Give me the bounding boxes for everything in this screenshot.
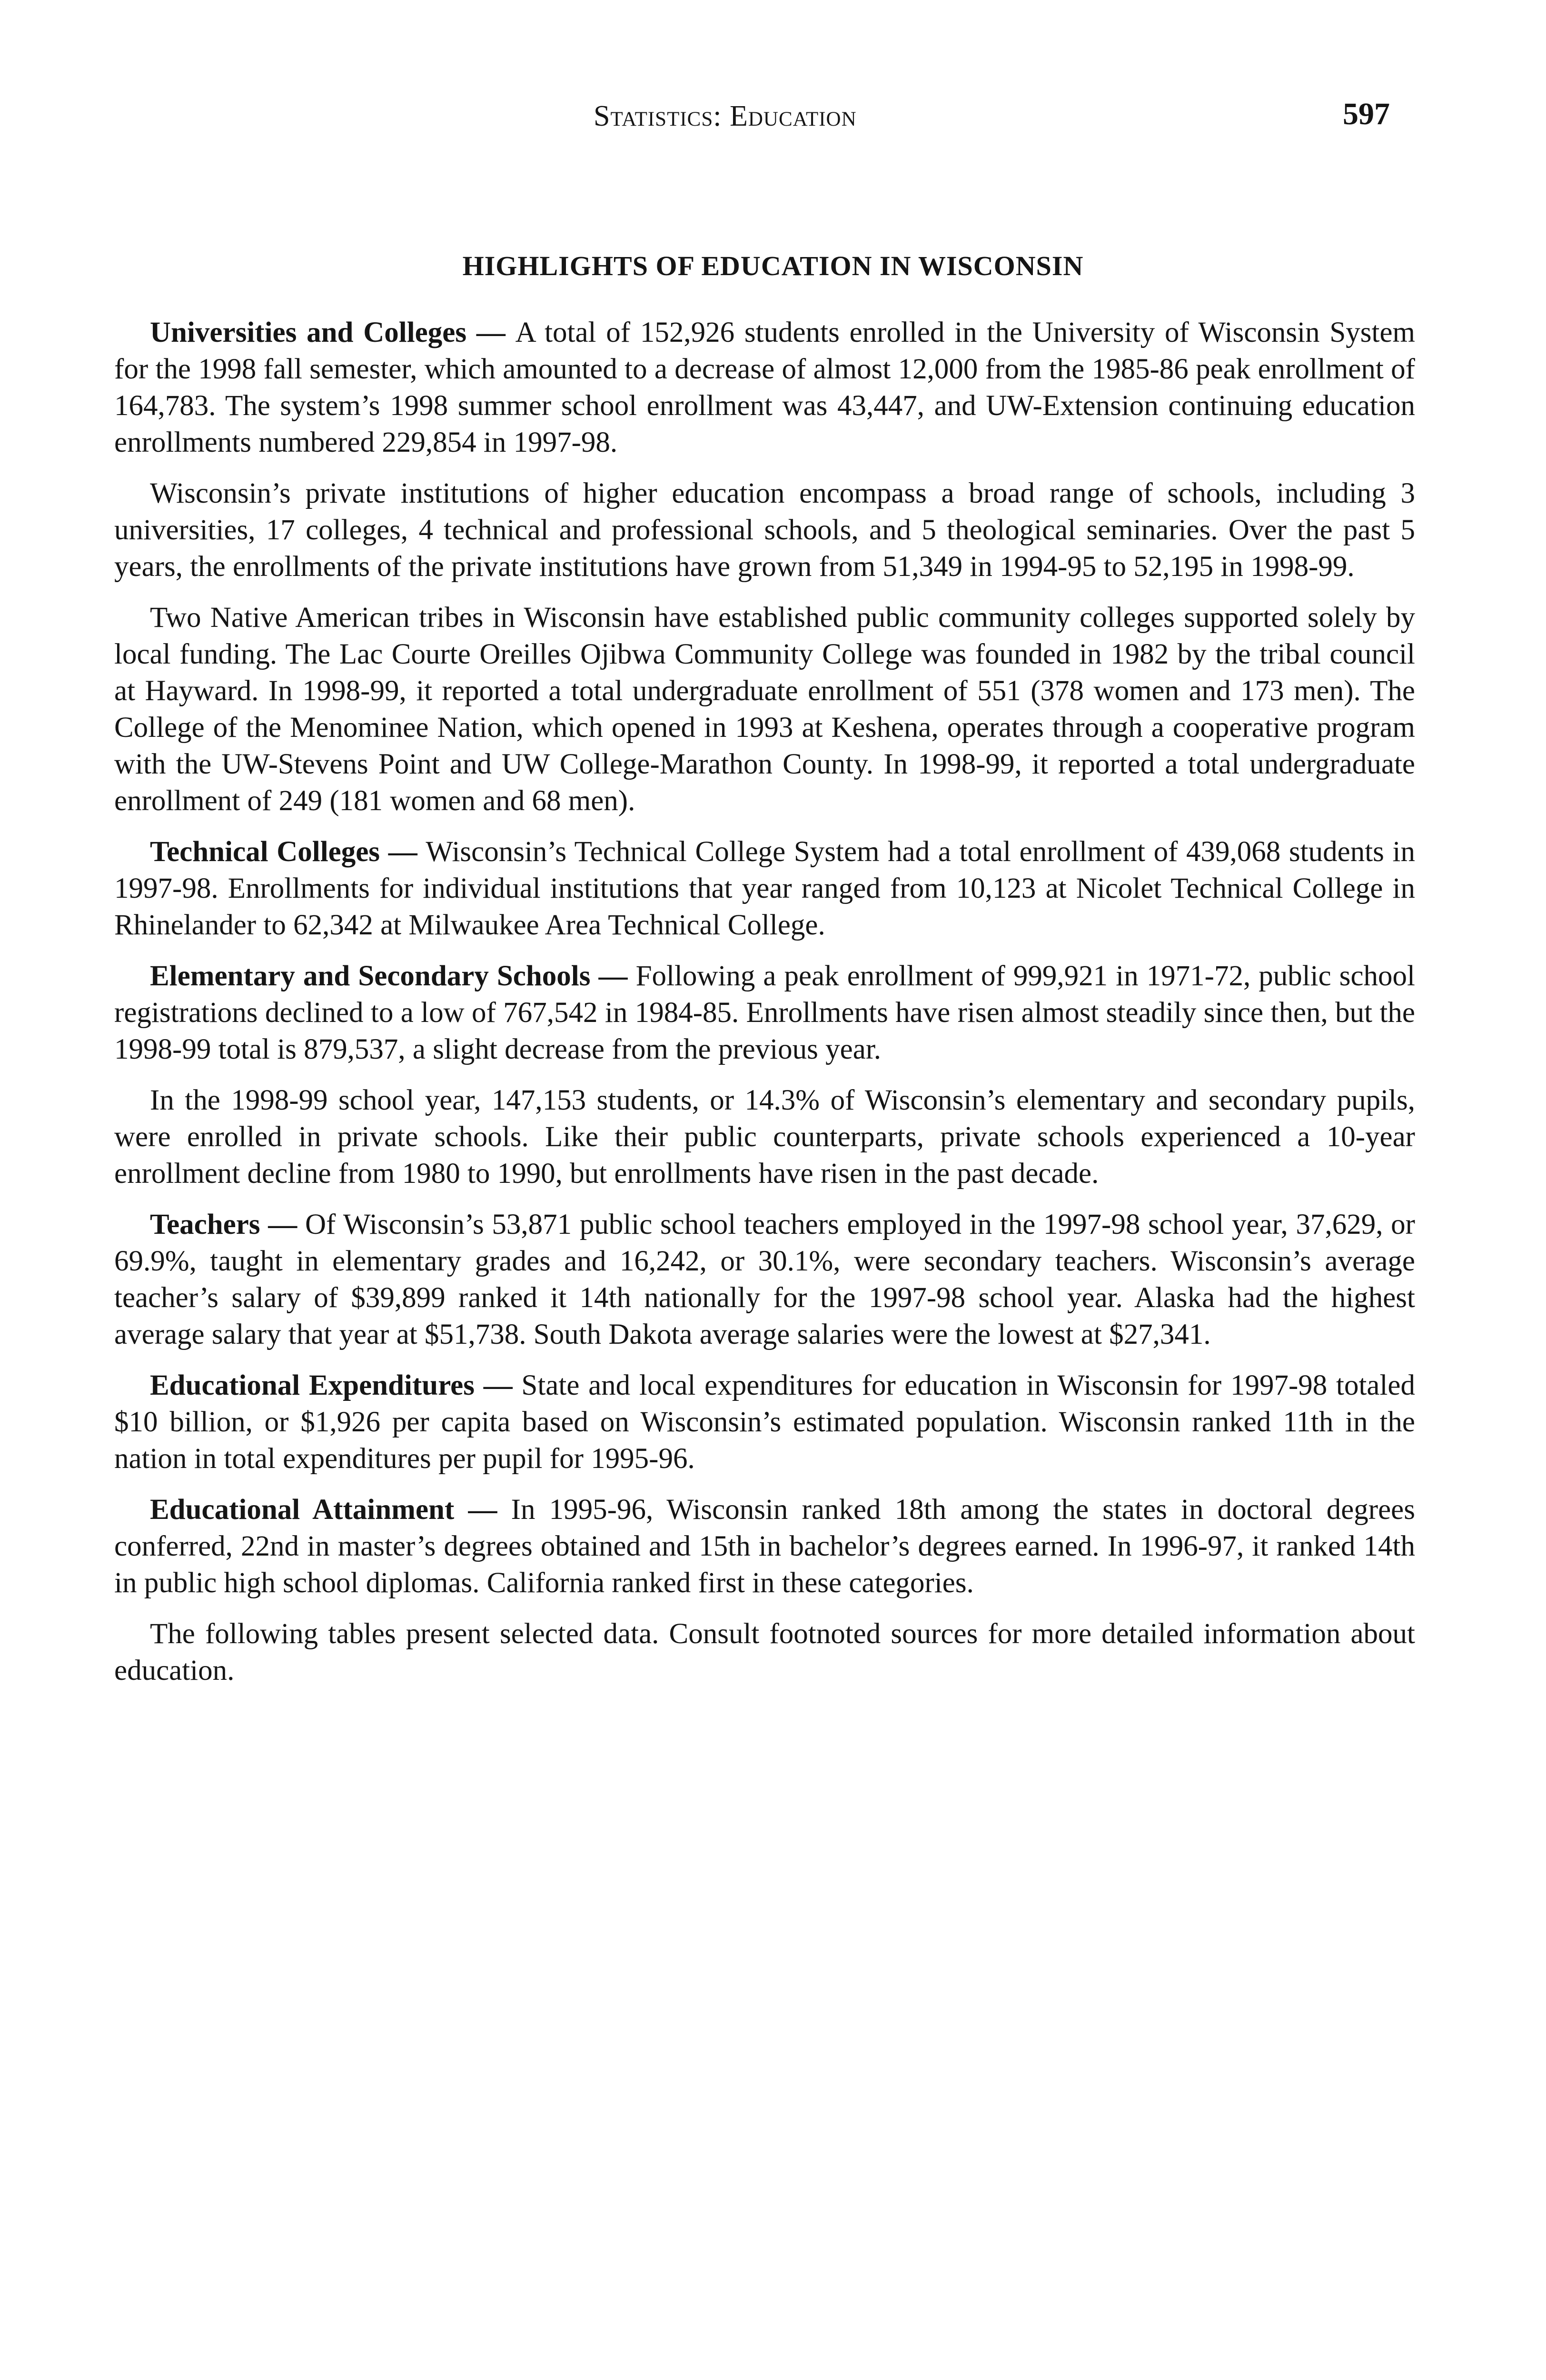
paragraph-text: Two Native American tribes in Wisconsin have established public community colleges supported solely by local funding. The Lac Courte Oreilles Ojibwa Community College was founded in 1982 by the tribal council at Hayward. In 1998-99, it reported a total undergraduate enrollment of 551 (378 women and 173 men). The College of the Menominee Nation, which opened in 1993 at Keshena, operates through a cooperative program with the UW-Stevens Point and UW College-Marathon County. In 1998-99, it reported a total undergraduate enrollment of 249 (181 women and 68 men). (114, 602, 1415, 817)
running-head: Statistics: Education (594, 100, 857, 132)
paragraph-text: In 1995-96, Wisconsin ranked 18th among the states in doctoral degrees conferred, 22nd in master’s degrees obtained and 15th in bachelor’s degrees earned. In 1996-97, it ranked 14th in public high school diplomas. California ranked first in these categories. (114, 1494, 1415, 1599)
paragraph-lead: Technical Colleges — (150, 836, 426, 868)
paragraph-text: Wisconsin’s private institutions of higher education encompass a broad range of schools, including 3 universities, 17 colleges, 4 technical and professional schools, and 5 theological seminaries. Over the past 5 years, the enrollments of the private institutions have grown from 51,349 in 1994-95 to 52,195 in 1998-99. (114, 477, 1415, 583)
paragraph-lead: Teachers — (150, 1209, 305, 1240)
paragraph-text: Of Wisconsin’s 53,871 public school teachers employed in the 1997-98 school year, 37,629, or 69.9%, taught in elementary grades and 16,242, or 30.1%, were secondary teachers. Wisconsin’s average teacher’s salary of $39,899 ranked it 14th nationally for the 1997-98 school year. Alaska had the highest average salary that year at $51,738. South Dakota average salaries were the lowest at $27,341. (114, 1209, 1415, 1350)
paragraph-lead: Educational Expenditures — (150, 1369, 522, 1401)
paragraph-technical-colleges (114, 833, 1415, 943)
paragraph-text: State and local expenditures for education in Wisconsin for 1997-98 totaled $10 billion, or $1,926 per capita based on Wisconsin’s estimated population. Wisconsin ranked 11th in the nation in total expenditures per pupil for 1995-96. (114, 1369, 1415, 1475)
paragraph-attainment (114, 1491, 1415, 1601)
section-title: HIGHLIGHTS OF EDUCATION IN WISCONSIN (462, 250, 1084, 281)
paragraph-private-institutions (114, 475, 1415, 585)
paragraph-lead: Universities and Colleges — (150, 317, 515, 348)
paragraph-text: A total of 152,926 students enrolled in the University of Wisconsin System for the 1998 fall semester, which amounted to a decrease of almost 12,000 from the 1985-86 peak enrollment of 164,783. The system’s 1998 summer school enrollment was 43,447, and UW-Extension continuing education enrollments numbered 229,854 in 1997-98. (114, 317, 1415, 458)
paragraph-text: The following tables present selected data. Consult footnoted sources for more detailed information about education. (114, 1618, 1415, 1686)
paragraph-teachers (114, 1206, 1415, 1353)
page-number: 597 (1343, 97, 1390, 131)
paragraph-universities (114, 314, 1415, 461)
paragraph-text: In the 1998-99 school year, 147,153 students, or 14.3% of Wisconsin’s elementary and secondary pupils, were enrolled in private schools. Like their public counterparts, private schools experienced a 10-year enrollment decline from 1980 to 1990, but enrollments have risen in the past decade. (114, 1084, 1415, 1190)
paragraph-text: Wisconsin’s Technical College System had a total enrollment of 439,068 students in 1997-98. Enrollments for individual institutions that year ranged from 10,123 at Nicolet Technical College in Rhinelander to 62,342 at Milwaukee Area Technical College. (114, 836, 1415, 941)
paragraph-closing (114, 1616, 1415, 1689)
paragraph-lead: Elementary and Secondary Schools — (150, 960, 636, 992)
paragraph-elementary-secondary (114, 958, 1415, 1068)
paragraph-native-american-colleges (114, 599, 1415, 819)
paragraph-expenditures (114, 1367, 1415, 1477)
paragraph-text: Following a peak enrollment of 999,921 in 1971-72, public school registrations declined to a low of 767,542 in 1984-85. Enrollments have risen almost steadily since then, but the 1998-99 total is 879,537, a slight decrease from the previous year. (114, 960, 1415, 1065)
paragraph-lead: Educational Attainment — (150, 1494, 511, 1526)
article-body (114, 314, 1415, 1703)
paragraph-private-schools (114, 1082, 1415, 1192)
